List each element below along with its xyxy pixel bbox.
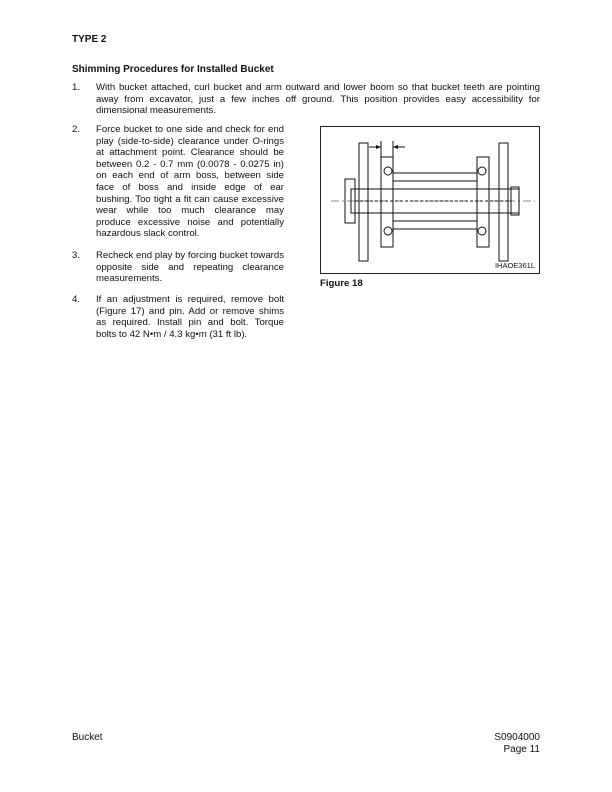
step-text: Force bucket to one side and check for end play (side-to-side) clearance under O-rings at attachment point. Clearance should be between 0.2 - 0.7 mm (0.0078 - 0.0275 in) on each end of arm boss, between side face of boss and inside edge of ear bushing. Too tight a fit can cause excessive wear while too much clearance may produce excessive noise and potentially hazardous slack control. [96, 124, 284, 240]
step-text: With bucket attached, curl bucket and arm outward and lower boom so that bucket teeth are pointing away from excavator, just a few inches off ground. This position provides easy accessibility for dimensional measurements. [96, 82, 540, 117]
o-ring [478, 227, 486, 235]
footer-page-info [494, 732, 540, 756]
type-heading: TYPE 2 [72, 34, 107, 45]
step-number: 1. [72, 82, 81, 93]
left-arm-plate [359, 143, 368, 261]
right-arm-plate [499, 143, 508, 261]
doc-number: S0904000 [494, 732, 540, 743]
step-1 [72, 82, 540, 118]
step-number: 4. [72, 294, 81, 305]
step-2 [72, 124, 284, 244]
figure-caption: Figure 18 [320, 278, 363, 289]
step-3 [72, 250, 284, 290]
figure-id-label: IHAOE361L [494, 261, 535, 270]
figure-18-diagram [320, 126, 540, 274]
o-ring [384, 227, 392, 235]
o-ring [384, 167, 392, 175]
step-number: 3. [72, 250, 81, 261]
pin-clearance-drawing [321, 127, 541, 275]
step-4 [72, 294, 284, 344]
step-number: 2. [72, 124, 81, 135]
step-text: Recheck end play by forcing bucket towards opposite side and repeating clearance measurements. [96, 250, 284, 285]
o-ring [478, 167, 486, 175]
footer-section-name: Bucket [72, 732, 103, 743]
page-number: Page 11 [503, 744, 540, 755]
step-text: If an adjustment is required, remove bolt (Figure 17) and pin. Add or remove shims as required. Install pin and bolt. Torque bolts to 42 N•m / 4.3 kg•m (31 ft lb). [96, 294, 284, 340]
section-title: Shimming Procedures for Installed Bucket [72, 64, 274, 75]
